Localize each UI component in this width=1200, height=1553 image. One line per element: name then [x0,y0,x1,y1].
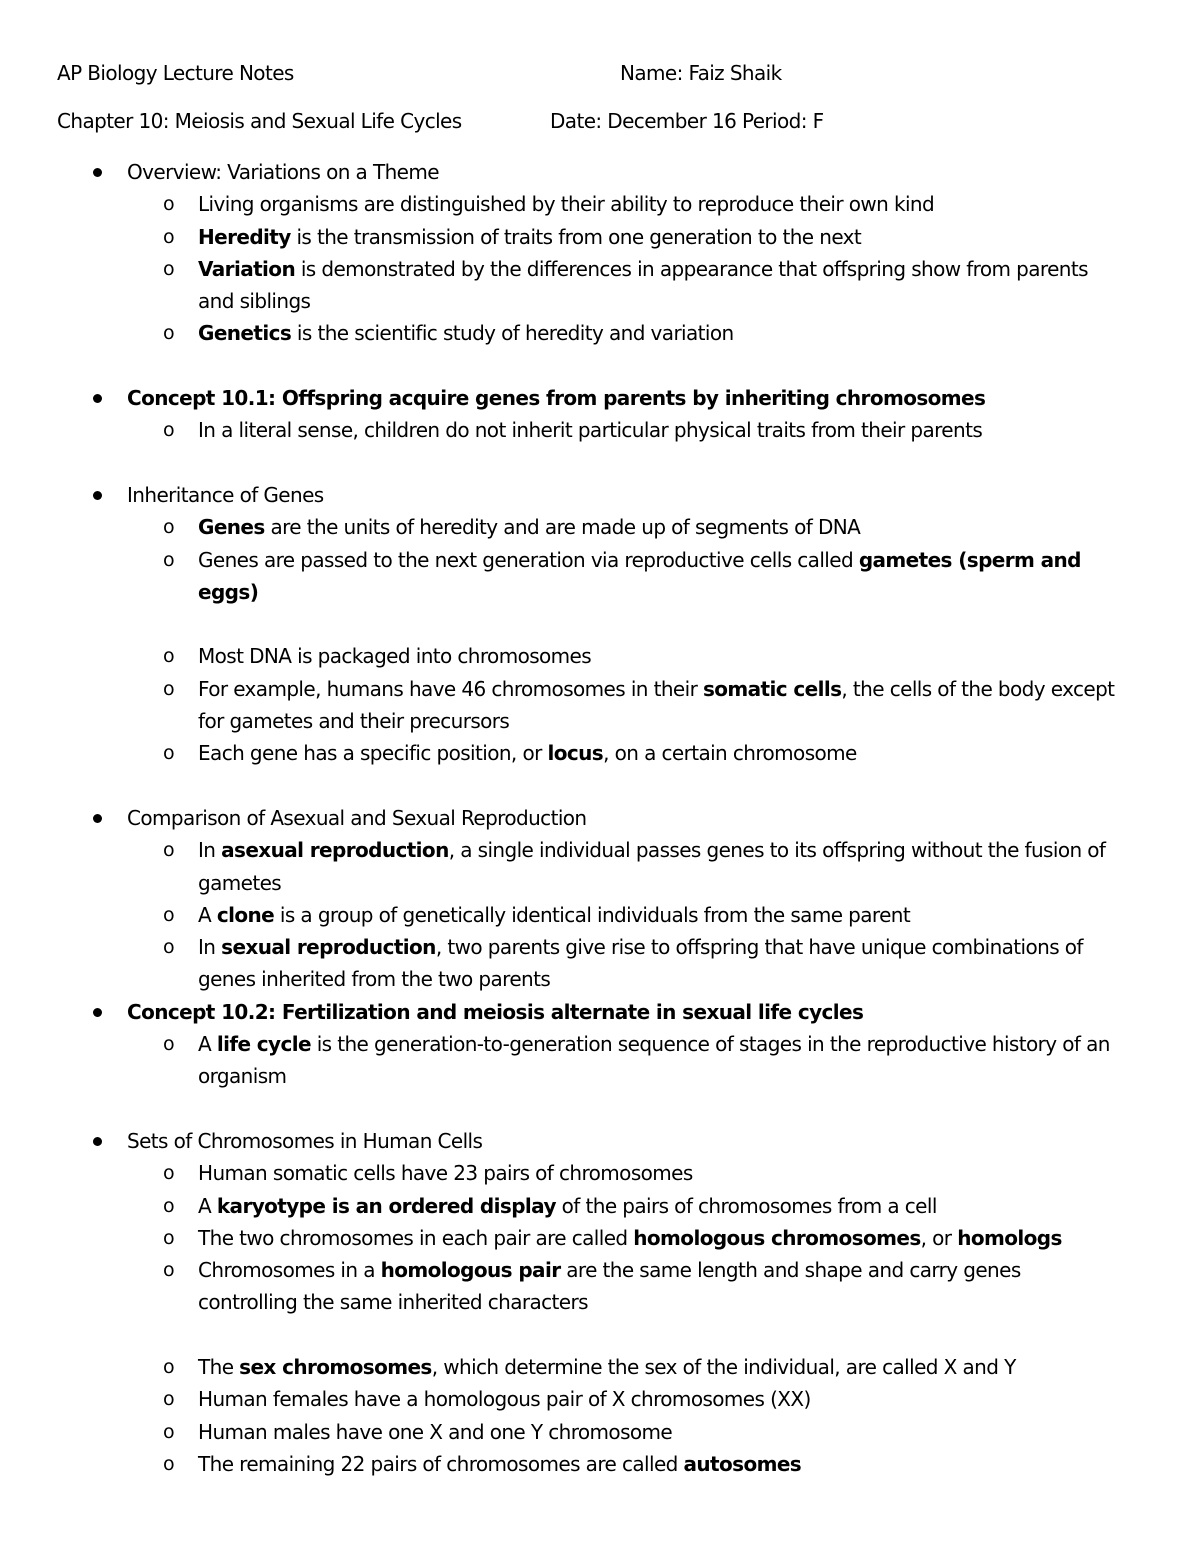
text-segment: Chromosomes in a [198,1258,381,1283]
sub-bullet-continuation [0,576,1200,608]
sub-bullet-item [0,737,1200,769]
bullet-item [0,1125,1200,1157]
sub-bullet-item [0,253,1200,285]
item-text [127,156,439,188]
bullet-item [0,382,1200,414]
sub-bullet-marker: o [163,1452,175,1475]
item-text [198,834,1105,866]
sub-bullet-marker: o [163,1226,175,1249]
student-name: Name: Faiz Shaik [620,61,782,85]
sub-bullet-item [0,1416,1200,1448]
item-text [198,1060,286,1092]
text-segment: In [198,838,222,863]
sub-bullet-marker: o [163,1259,175,1282]
bullet-dot-icon [93,1137,102,1146]
item-text [198,1351,1016,1383]
text-segment: and siblings [198,289,311,314]
text-segment: , which determine the sex of the individual, are called X and Y [431,1354,1016,1379]
bullet-item [0,156,1200,188]
sub-bullet-item [0,1190,1200,1222]
text-segment: Human females have a homologous pair of X chromosomes (XX) [198,1387,811,1412]
sub-bullet-marker: o [163,903,175,926]
text-segment: is the transmission of traits from one generation to the next [290,224,862,249]
sub-bullet-item [0,544,1200,576]
sub-bullet-item [0,1448,1200,1480]
item-text [127,1125,482,1157]
sub-bullet-marker: o [163,419,175,442]
sub-bullet-marker: o [163,322,175,345]
text-segment: Human somatic cells have 23 pairs of chromosomes [198,1161,693,1186]
sub-bullet-marker: o [163,1355,175,1378]
bullet-dot-icon [93,168,102,177]
item-text [198,544,1081,576]
sub-bullet-continuation [0,285,1200,317]
item-text [198,253,1088,285]
text-segment: Most DNA is packaged into chromosomes [198,644,592,669]
text-segment: A [198,1193,217,1218]
item-text [198,414,982,446]
notes-body [0,156,1200,1480]
item-text [198,899,910,931]
sub-bullet-continuation [0,867,1200,899]
text-segment: Human males have one X and one Y chromosome [198,1419,673,1444]
sub-bullet-marker: o [163,936,175,959]
sub-bullet-item [0,317,1200,349]
bold-term: Concept 10.2: Fertilization and meiosis alternate in sexual life cycles [127,999,864,1024]
item-text [198,963,550,995]
item-text [198,640,591,672]
item-text [127,996,863,1028]
text-segment: In [198,935,222,960]
sub-bullet-continuation [0,705,1200,737]
text-segment: Each gene has a specific position, or [198,741,548,766]
sub-bullet-marker: o [163,1194,175,1217]
item-text [198,1254,1021,1286]
bold-term: clone [216,902,275,927]
bold-term: life cycle [216,1032,311,1057]
sub-bullet-marker: o [163,1033,175,1056]
text-segment: are the same length and shape and carry genes [560,1258,1021,1283]
sub-bullet-marker: o [163,516,175,539]
text-segment: In a literal sense, children do not inherit particular physical traits from their parents [198,418,983,443]
text-segment: organism [198,1064,287,1089]
sub-bullet-item [0,1157,1200,1189]
text-segment: Genes are passed to the next generation via reproductive cells called [198,547,859,572]
bullet-item [0,802,1200,834]
item-text [198,867,281,899]
bold-term: eggs) [198,579,259,604]
sub-bullet-marker: o [163,677,175,700]
bold-term: autosomes [683,1451,802,1476]
bullet-dot-icon [93,394,102,403]
text-segment: for gametes and their precursors [198,709,510,734]
sub-bullet-marker: o [163,193,175,216]
chapter-title: Chapter 10: Meiosis and Sexual Life Cycles [57,109,462,133]
text-segment: Living organisms are distinguished by their ability to reproduce their own kind [198,192,935,217]
sub-bullet-item [0,1028,1200,1060]
item-text [198,285,310,317]
text-segment: is a group of genetically identical individuals from the same parent [274,902,911,927]
sub-bullet-item [0,931,1200,963]
text-segment: The remaining 22 pairs of chromosomes are called [198,1451,684,1476]
item-text [198,1416,672,1448]
item-text [198,1190,937,1222]
bold-term: asexual reproduction [221,838,449,863]
bullet-item [0,996,1200,1028]
blank-line [0,447,1200,479]
bold-term: sex chromosomes [239,1354,432,1379]
sub-bullet-marker: o [163,1162,175,1185]
item-text [198,1286,588,1318]
blank-line [0,770,1200,802]
item-text [198,1383,811,1415]
text-segment: , two parents give rise to offspring that have unique combinations of [435,935,1083,960]
item-text [198,1157,693,1189]
sub-bullet-item [0,899,1200,931]
bold-term: homologous pair [380,1258,561,1283]
bold-term: somatic cells [702,676,842,701]
item-text [198,705,509,737]
text-segment: controlling the same inherited characters [198,1290,588,1315]
item-text [198,317,734,349]
sub-bullet-continuation [0,1060,1200,1092]
item-text [198,1448,801,1480]
text-segment: of the pairs of chromosomes from a cell [555,1193,937,1218]
text-segment: , or [920,1225,958,1250]
date-period: Date: December 16 Period: F [550,109,824,133]
item-text [198,1028,1110,1060]
text-segment: The two chromosomes in each pair are called [198,1225,634,1250]
bold-term: sexual reproduction [221,935,436,960]
text-segment: is the generation-to-generation sequence of stages in the reproductive history of an [310,1032,1110,1057]
sub-bullet-item [0,1383,1200,1415]
item-text [198,188,934,220]
sub-bullet-item [0,414,1200,446]
blank-line [0,1319,1200,1351]
sub-bullet-marker: o [163,1388,175,1411]
bold-term: Genes [198,515,265,540]
text-segment: , on a certain chromosome [603,741,857,766]
bullet-item [0,479,1200,511]
item-text [198,1222,1062,1254]
blank-line [0,1093,1200,1125]
bold-term: homologous chromosomes [633,1225,921,1250]
sub-bullet-continuation [0,963,1200,995]
item-text [127,382,985,414]
sub-bullet-item [0,1254,1200,1286]
item-text [198,511,860,543]
item-text [127,479,324,511]
sub-bullet-continuation [0,1286,1200,1318]
bold-term: Concept 10.1: Offspring acquire genes from parents by inheriting chromosomes [127,386,986,411]
item-text [198,931,1083,963]
text-segment: Sets of Chromosomes in Human Cells [127,1128,483,1153]
sub-bullet-item [0,1222,1200,1254]
text-segment: , the cells of the body except [841,676,1115,701]
text-segment: A [198,902,217,927]
sub-bullet-item [0,1351,1200,1383]
sub-bullet-marker: o [163,548,175,571]
item-text [198,673,1114,705]
sub-bullet-marker: o [163,742,175,765]
text-segment: are the units of heredity and are made up of segments of DNA [264,515,861,540]
text-segment: genes inherited from the two parents [198,967,551,992]
text-segment: gametes [198,870,282,895]
blank-line [0,350,1200,382]
bold-term: karyotype is an ordered display [216,1193,556,1218]
sub-bullet-marker: o [163,257,175,280]
bold-term: Genetics [198,321,292,346]
text-segment: The [198,1354,240,1379]
sub-bullet-item [0,511,1200,543]
blank-line [0,608,1200,640]
sub-bullet-item [0,673,1200,705]
bold-term: locus [547,741,604,766]
sub-bullet-item [0,221,1200,253]
sub-bullet-marker: o [163,225,175,248]
bullet-dot-icon [93,1008,102,1017]
sub-bullet-marker: o [163,645,175,668]
bullet-dot-icon [93,814,102,823]
text-segment: is demonstrated by the differences in appearance that offspring show from parents [295,256,1088,281]
text-segment: Overview: Variations on a Theme [127,160,439,184]
bold-term: homologs [957,1225,1062,1250]
bold-term: gametes (sperm and [858,547,1081,572]
sub-bullet-item [0,640,1200,672]
item-text [198,576,258,608]
text-segment: Comparison of Asexual and Sexual Reproduction [127,805,587,830]
bullet-dot-icon [93,491,102,500]
document-title: AP Biology Lecture Notes [57,61,294,85]
item-text [198,221,861,253]
text-segment: A [198,1032,217,1057]
sub-bullet-item [0,834,1200,866]
text-segment: is the scientific study of heredity and variation [291,321,734,346]
sub-bullet-marker: o [163,839,175,862]
item-text [198,737,857,769]
text-segment: For example, humans have 46 chromosomes in their [198,676,703,701]
bold-term: Variation [198,256,296,281]
text-segment: , a single individual passes genes to its offspring without the fusion of [448,838,1106,863]
item-text [127,802,587,834]
sub-bullet-item [0,188,1200,220]
sub-bullet-marker: o [163,1420,175,1443]
bold-term: Heredity [198,224,291,249]
text-segment: Inheritance of Genes [127,482,324,507]
